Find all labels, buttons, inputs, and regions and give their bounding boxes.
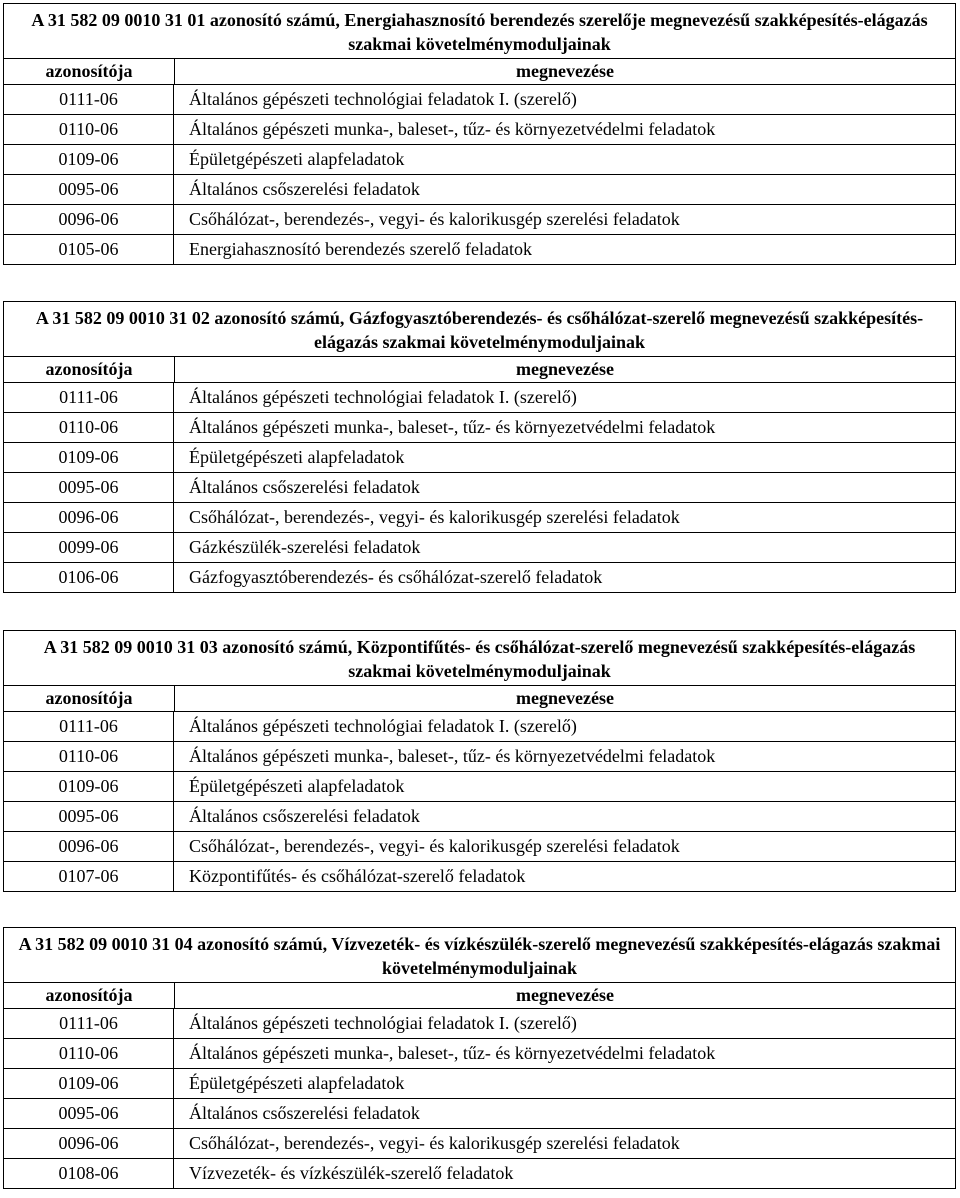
module-table-4 — [3, 927, 956, 1189]
table-row — [4, 175, 955, 205]
column-header-row — [4, 686, 955, 712]
table-row — [4, 802, 955, 832]
module-name: Általános csőszerelési feladatok — [189, 1103, 420, 1123]
module-name: Épületgépészeti alapfeladatok — [189, 1073, 405, 1093]
column-header-name: megnevezése — [516, 61, 614, 81]
module-id: 0109-06 — [4, 1069, 174, 1098]
table-row — [4, 563, 955, 592]
table-row — [4, 1009, 955, 1039]
module-name: Épületgépészeti alapfeladatok — [189, 149, 405, 169]
module-id: 0095-06 — [4, 473, 174, 502]
module-id: 0109-06 — [4, 145, 174, 174]
column-header-row — [4, 357, 955, 383]
module-name: Vízvezeték- és vízkészülék-szerelő feladatok — [189, 1163, 514, 1183]
module-name: Általános csőszerelési feladatok — [189, 179, 420, 199]
module-id: 0111-06 — [4, 85, 174, 114]
table-row — [4, 1069, 955, 1099]
table-row — [4, 145, 955, 175]
module-name: Általános gépészeti technológiai feladatok I. (szerelő) — [189, 387, 577, 407]
module-table-3 — [3, 630, 956, 892]
module-id: 0111-06 — [4, 383, 174, 412]
module-name: Gázfogyasztóberendezés- és csőhálózat-szerelő feladatok — [189, 567, 603, 587]
column-header-id: azonosítója — [4, 59, 175, 84]
module-table-1 — [3, 3, 956, 265]
module-id: 0095-06 — [4, 802, 174, 831]
table-title: A 31 582 09 0010 31 04 azonosító számú, Vízvezeték- és vízkészülék-szerelő megnevezésű szakképesítés-elágazás szakmai követelménymoduljainak — [4, 928, 955, 983]
module-name: Általános gépészeti munka-, baleset-, tűz- és környezetvédelmi feladatok — [189, 1043, 716, 1063]
module-name: Gázkészülék-szerelési feladatok — [189, 537, 421, 557]
module-table-2 — [3, 301, 956, 593]
module-name: Általános gépészeti technológiai feladatok I. (szerelő) — [189, 1013, 577, 1033]
module-id: 0096-06 — [4, 1129, 174, 1158]
column-header-id: azonosítója — [4, 357, 175, 382]
table-row — [4, 1159, 955, 1188]
module-name: Általános gépészeti technológiai feladatok I. (szerelő) — [189, 89, 577, 109]
column-header-name: megnevezése — [516, 688, 614, 708]
table-row — [4, 862, 955, 891]
module-name: Általános gépészeti technológiai feladatok I. (szerelő) — [189, 716, 577, 736]
table-row — [4, 383, 955, 413]
module-id: 0096-06 — [4, 205, 174, 234]
module-id: 0108-06 — [4, 1159, 174, 1188]
table-row — [4, 533, 955, 563]
table-row — [4, 413, 955, 443]
module-id: 0096-06 — [4, 832, 174, 861]
module-name: Általános csőszerelési feladatok — [189, 806, 420, 826]
table-title: A 31 582 09 0010 31 03 azonosító számú, Központifűtés- és csőhálózat-szerelő megnevezésű szakképesítés-elágazás szakmai követelménymoduljainak — [4, 631, 955, 686]
table-row — [4, 712, 955, 742]
module-id: 0110-06 — [4, 413, 174, 442]
column-header-name: megnevezése — [516, 985, 614, 1005]
module-id: 0105-06 — [4, 235, 174, 264]
module-id: 0110-06 — [4, 115, 174, 144]
module-id: 0110-06 — [4, 1039, 174, 1068]
table-row — [4, 443, 955, 473]
module-name: Épületgépészeti alapfeladatok — [189, 447, 405, 467]
module-id: 0106-06 — [4, 563, 174, 592]
module-name: Energiahasznosító berendezés szerelő feladatok — [189, 239, 533, 259]
table-row — [4, 772, 955, 802]
table-row — [4, 473, 955, 503]
module-id: 0111-06 — [4, 712, 174, 741]
module-id: 0110-06 — [4, 742, 174, 771]
module-id: 0099-06 — [4, 533, 174, 562]
module-id: 0095-06 — [4, 1099, 174, 1128]
module-name: Általános gépészeti munka-, baleset-, tűz- és környezetvédelmi feladatok — [189, 119, 716, 139]
table-row — [4, 1129, 955, 1159]
module-name: Általános gépészeti munka-, baleset-, tűz- és környezetvédelmi feladatok — [189, 746, 716, 766]
module-name: Központifűtés- és csőhálózat-szerelő feladatok — [189, 866, 526, 886]
table-title: A 31 582 09 0010 31 01 azonosító számú, Energiahasznosító berendezés szerelője megnevezésű szakképesítés-elágazás szakmai követelménymoduljainak — [4, 4, 955, 59]
table-row — [4, 503, 955, 533]
module-name: Csőhálózat-, berendezés-, vegyi- és kalorikusgép szerelési feladatok — [189, 1133, 680, 1153]
table-row — [4, 832, 955, 862]
module-name: Általános gépészeti munka-, baleset-, tűz- és környezetvédelmi feladatok — [189, 417, 716, 437]
column-header-row — [4, 59, 955, 85]
table-row — [4, 205, 955, 235]
module-id: 0095-06 — [4, 175, 174, 204]
module-name: Általános csőszerelési feladatok — [189, 477, 420, 497]
module-name: Épületgépészeti alapfeladatok — [189, 776, 405, 796]
module-id: 0109-06 — [4, 443, 174, 472]
module-id: 0107-06 — [4, 862, 174, 891]
table-row — [4, 1099, 955, 1129]
module-id: 0111-06 — [4, 1009, 174, 1038]
module-name: Csőhálózat-, berendezés-, vegyi- és kalorikusgép szerelési feladatok — [189, 209, 680, 229]
column-header-id: azonosítója — [4, 983, 175, 1008]
table-row — [4, 742, 955, 772]
column-header-id: azonosítója — [4, 686, 175, 711]
table-title: A 31 582 09 0010 31 02 azonosító számú, Gázfogyasztóberendezés- és csőhálózat-szerelő megnevezésű szakképesítés-elágazás szakmai követelménymoduljainak — [4, 302, 955, 357]
module-name: Csőhálózat-, berendezés-, vegyi- és kalorikusgép szerelési feladatok — [189, 507, 680, 527]
module-name: Csőhálózat-, berendezés-, vegyi- és kalorikusgép szerelési feladatok — [189, 836, 680, 856]
module-id: 0096-06 — [4, 503, 174, 532]
table-row — [4, 85, 955, 115]
table-row — [4, 235, 955, 264]
table-row — [4, 1039, 955, 1069]
column-header-name: megnevezése — [516, 359, 614, 379]
module-id: 0109-06 — [4, 772, 174, 801]
column-header-row — [4, 983, 955, 1009]
table-row — [4, 115, 955, 145]
